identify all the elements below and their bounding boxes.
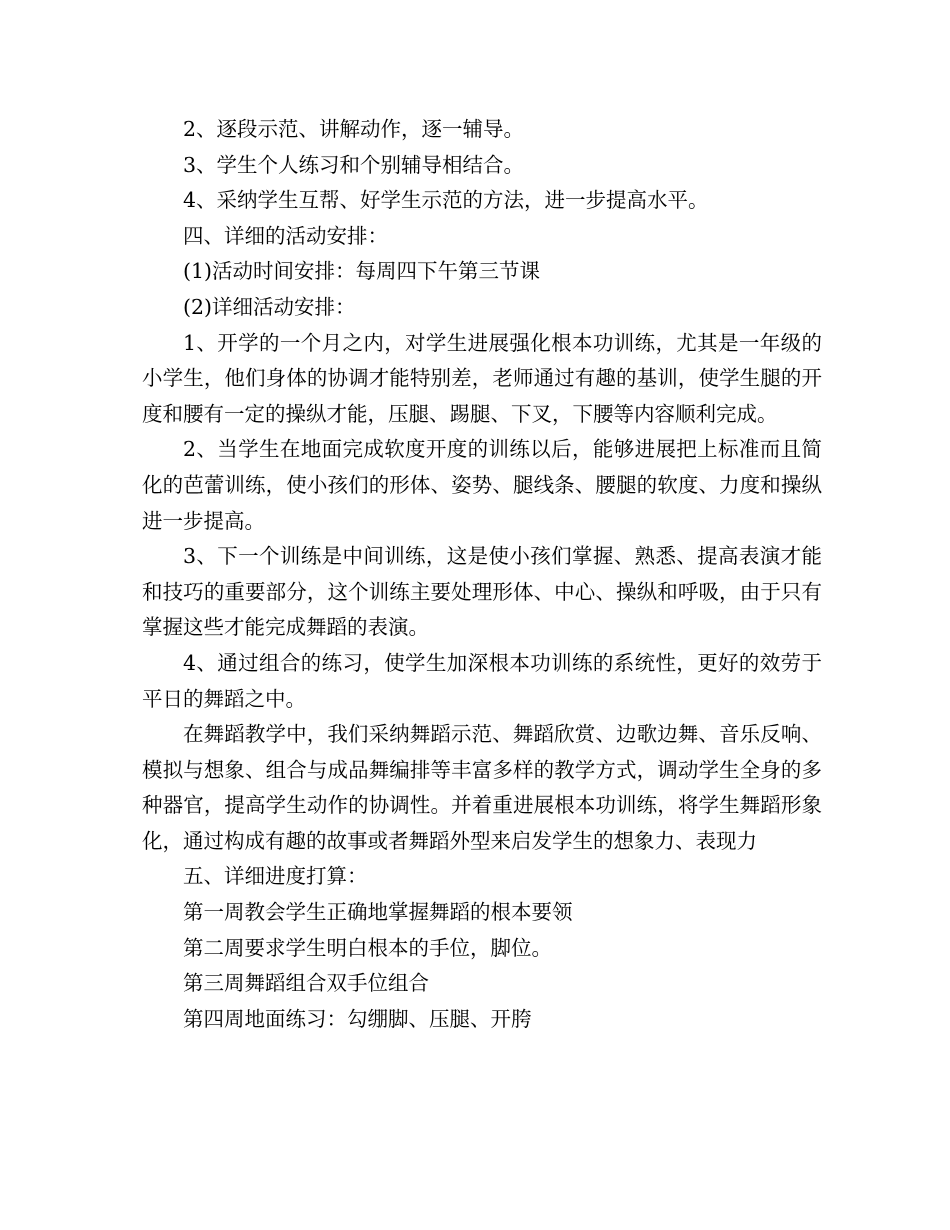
week-1-plan: 第一周教会学生正确地掌握舞蹈的根本要领 xyxy=(183,900,573,925)
activity-paragraph-4: 4、通过组合的练习，使学生加深根本功训练的系统性，更好的效劳于平日的舞蹈之中。 xyxy=(142,650,822,711)
week-4-plan: 第四周地面练习：勾绷脚、压腿、开胯 xyxy=(183,1006,532,1031)
teaching-method-paragraph: 在舞蹈教学中，我们采纳舞蹈示范、舞蹈欣赏、边歌边舞、音乐反响、模拟与想象、组合与成品舞编排等丰富多样的教学方式，调动学生全身的多种器官，提高学生动作的协调性。并着重进展根本功训练，将学生舞蹈形象化，通过构成有趣的故事或者舞蹈外型来启发学生的想象力、表现力 xyxy=(142,722,822,853)
week-3-plan: 第三周舞蹈组合双手位组合 xyxy=(183,971,429,996)
document-body xyxy=(142,112,822,1037)
method-item-2: 2、逐段示范、讲解动作，逐一辅导。 xyxy=(183,117,525,141)
activity-paragraph-2: 2、当学生在地面完成软度开度的训练以后，能够进展把上标准而且简化的芭蕾训练，使小孩们的形体、姿势、腿线条、腰腿的软度、力度和操纵进一步提高。 xyxy=(142,437,822,533)
method-item-4: 4、采纳学生互帮、好学生示范的方法，进一步提高水平。 xyxy=(183,188,709,213)
section-heading-progress-plan: 五、详细进度打算： xyxy=(183,864,368,889)
section-heading-activity-arrangement: 四、详细的活动安排： xyxy=(183,223,388,248)
method-item-3: 3、学生个人练习和个别辅导相结合。 xyxy=(183,152,525,177)
week-2-plan: 第二周要求学生明白根本的手位，脚位。 xyxy=(183,935,552,960)
activity-time-line: (1)活动时间安排：每周四下午第三节课 xyxy=(183,259,541,284)
activity-detail-heading: (2)详细活动安排： xyxy=(183,294,356,319)
activity-paragraph-3: 3、下一个训练是中间训练，这是使小孩们掌握、熟悉、提高表演才能和技巧的重要部分，这个训练主要处理形体、中心、操纵和呼吸，由于只有掌握这些才能完成舞蹈的表演。 xyxy=(142,544,822,640)
activity-paragraph-1: 1、开学的一个月之内，对学生进展强化根本功训练，尤其是一年级的小学生，他们身体的协调才能特别差，老师通过有趣的基训，使学生腿的开度和腰有一定的操纵才能，压腿、踢腿、下叉，下腰等内容顺利完成。 xyxy=(142,330,822,426)
